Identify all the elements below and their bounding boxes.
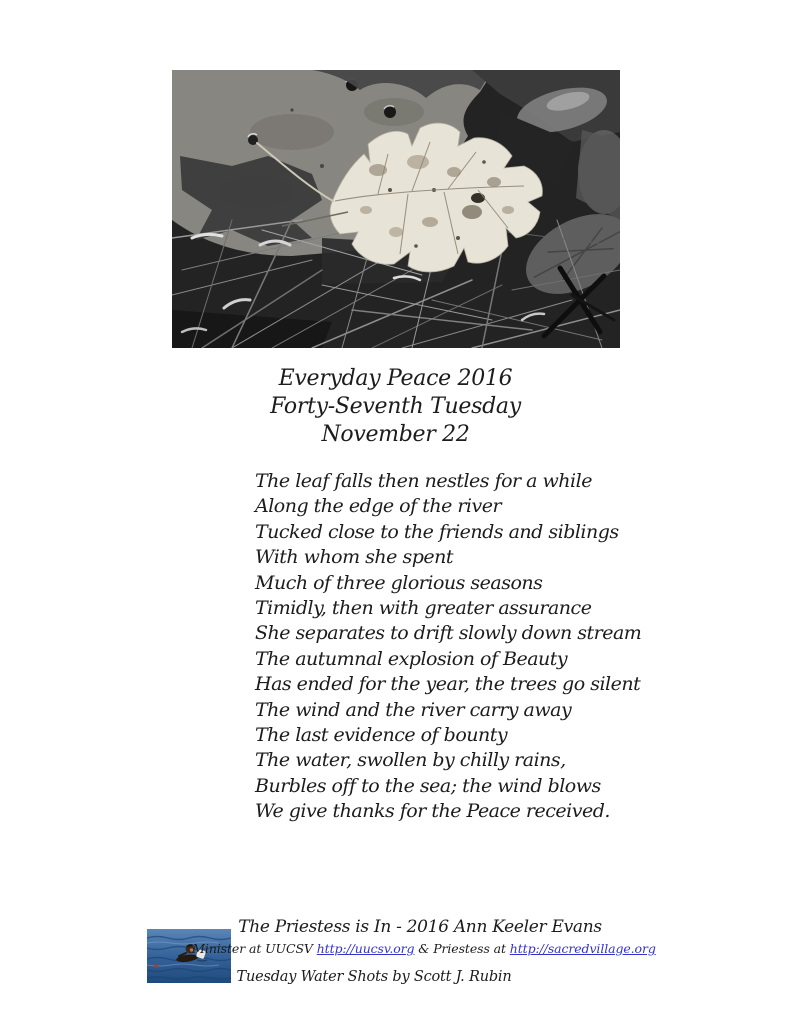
title-line-series: Everyday Peace 2016 bbox=[278, 366, 513, 391]
oak-leaf-photo bbox=[172, 70, 620, 348]
title-block bbox=[0, 365, 791, 449]
poem bbox=[255, 469, 641, 825]
photo-credit: Tuesday Water Shots by Scott J. Rubin bbox=[236, 969, 512, 985]
minister-label: Minister at UUCSV bbox=[192, 941, 317, 956]
poem-line: She separates to drift slowly down stream bbox=[255, 622, 642, 645]
poem-line: The wind and the river carry away bbox=[255, 698, 572, 721]
title-line-date: November 22 bbox=[321, 422, 470, 447]
poem-line: Burbles off to the sea; the wind blows bbox=[255, 774, 601, 797]
poem-line: Timidly, then with greater assurance bbox=[255, 597, 592, 620]
oak-leaf-photo-art bbox=[172, 70, 620, 348]
poem-line: Has ended for the year, the trees go silent bbox=[255, 673, 641, 696]
poem-line: The autumnal explosion of Beauty bbox=[255, 647, 568, 670]
poem-line: The leaf falls then nestles for a while bbox=[255, 470, 592, 492]
poem-line: Along the edge of the river bbox=[255, 495, 502, 518]
sacredvillage-link[interactable]: http://sacredvillage.org bbox=[509, 941, 656, 956]
title-line-week: Forty-Seventh Tuesday bbox=[270, 394, 521, 419]
poem-line: The water, swollen by chilly rains, bbox=[255, 749, 566, 772]
poem-line: The last evidence of bounty bbox=[255, 724, 508, 747]
poem-line: Tucked close to the friends and siblings bbox=[255, 520, 619, 543]
poem-line: We give thanks for the Peace received. bbox=[255, 800, 610, 823]
poem-line: With whom she spent bbox=[255, 546, 453, 569]
footer-links-line bbox=[54, 941, 791, 956]
uucsv-link[interactable]: http://uucsv.org bbox=[316, 941, 415, 956]
footer-byline: The Priestess is In - 2016 Ann Keeler Evans bbox=[238, 917, 602, 937]
poem-line: Much of three glorious seasons bbox=[255, 571, 543, 594]
priestess-label: & Priestess at bbox=[414, 941, 510, 956]
